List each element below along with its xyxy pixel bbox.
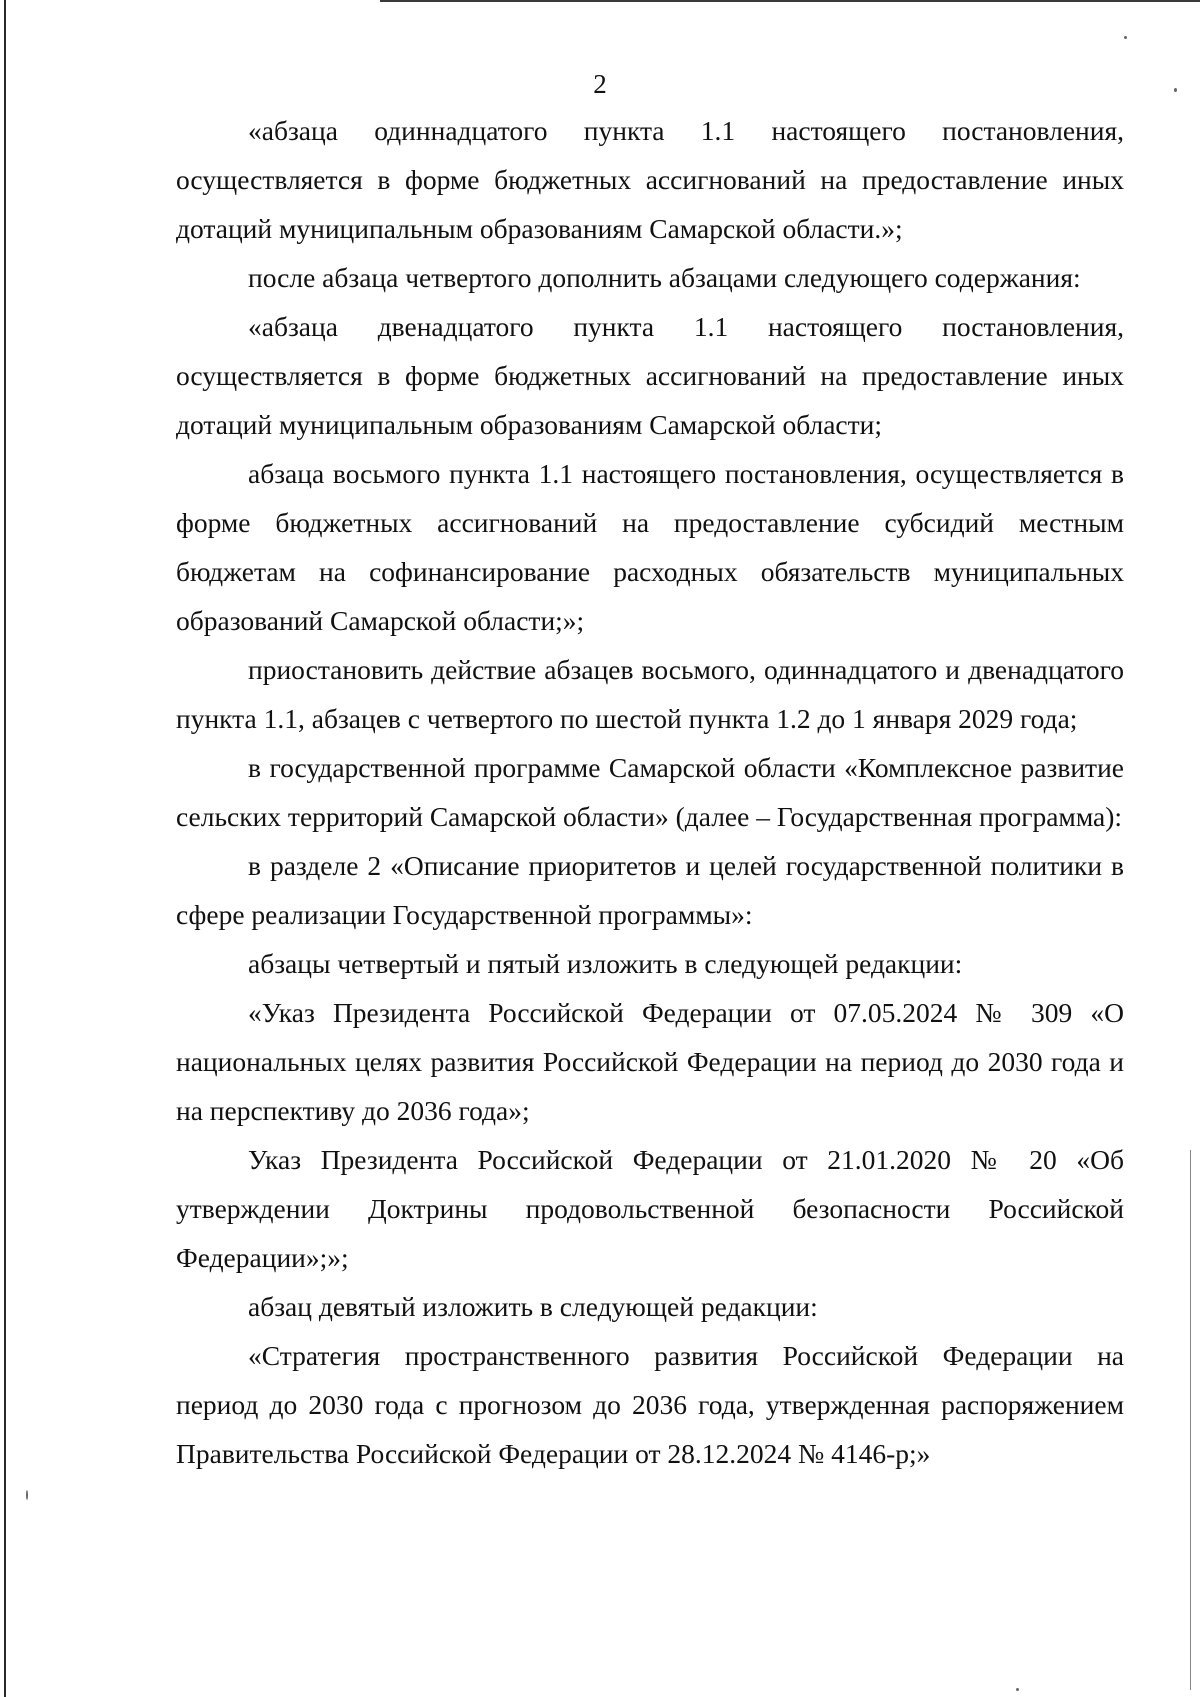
- scan-speck: [1016, 1688, 1019, 1691]
- paragraph: после абзаца четвертого дополнить абзацами следующего содержания:: [248, 262, 1081, 293]
- paragraph: «абзаца двенадцатого пункта 1.1 настоящего постановления, осуществляется в форме бюджетных ассигнований на предоставление иных дотаций муниципальным образованиям Самарской области;: [176, 311, 1124, 440]
- paragraph: абзаца восьмого пункта 1.1 настоящего постановления, осуществляется в форме бюджетных ассигнований на предоставление субсидий местным бюджетам на софинансирование расходных обязательств муниципальных образований Самарской области;»;: [176, 458, 1124, 636]
- paragraph: «Стратегия пространственного развития Российской Федерации на период до 2030 года с прогнозом до 2036 года, утвержденная распоряжением Правительства Российской Федерации от 28.12.2024 № 4146-р;»: [176, 1340, 1124, 1469]
- paragraph: абзац девятый изложить в следующей редакции:: [248, 1291, 818, 1322]
- paragraph: абзацы четвертый и пятый изложить в следующей редакции:: [248, 948, 963, 979]
- scan-speck: [26, 1490, 28, 1500]
- paragraph: приостановить действие абзацев восьмого, одиннадцатого и двенадцатого пункта 1.1, абзацев с четвертого по шестой пункта 1.2 до 1 января 2029 года;: [176, 654, 1124, 734]
- page-number: 2: [593, 69, 607, 99]
- scan-border-top: [380, 0, 1200, 2]
- paragraph: «абзаца одиннадцатого пункта 1.1 настоящего постановления, осуществляется в форме бюджетных ассигнований на предоставление иных дотаций муниципальным образованиям Самарской области.»;: [176, 115, 1124, 244]
- paragraph: Указ Президента Российской Федерации от 21.01.2020 № 20 «Об утверждении Доктрины продовольственной безопасности Российской Федерации»;»;: [176, 1144, 1124, 1273]
- scan-speck: [1124, 36, 1127, 39]
- document-body: [176, 106, 1124, 1478]
- scan-border-right: [1190, 1150, 1191, 1690]
- paragraph: в разделе 2 «Описание приоритетов и целей государственной политики в сфере реализации Государственной программы»:: [176, 850, 1124, 930]
- paragraph: «Указ Президента Российской Федерации от 07.05.2024 № 309 «О национальных целях развития Российской Федерации на период до 2030 года и на перспективу до 2036 года»;: [176, 997, 1124, 1126]
- paragraph: в государственной программе Самарской области «Комплексное развитие сельских территорий Самарской области» (далее – Государственная программа):: [176, 752, 1124, 832]
- scan-border-left: [4, 0, 6, 1697]
